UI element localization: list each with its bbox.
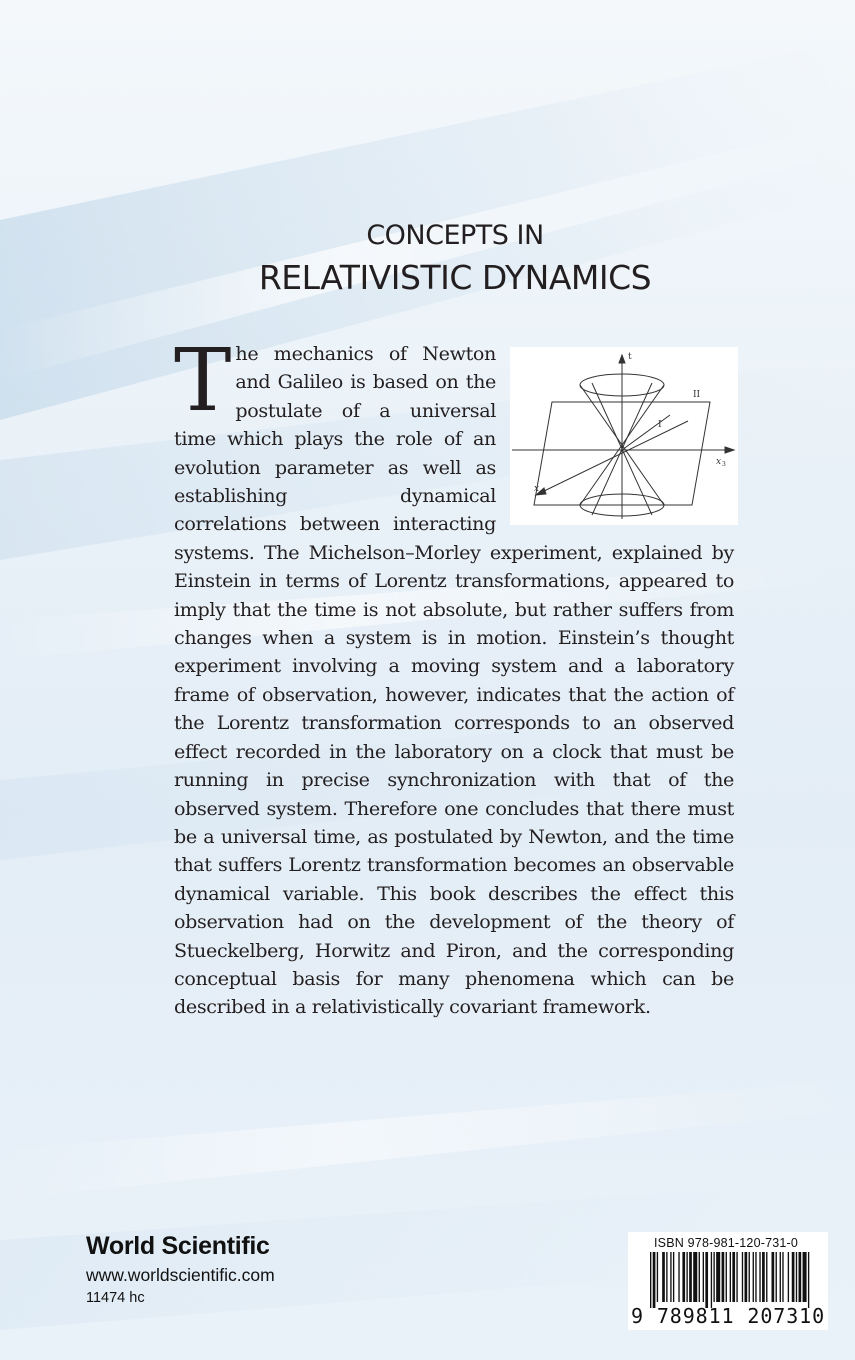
barcode-bar (711, 1252, 712, 1308)
barcode-bar (657, 1252, 658, 1302)
x-axis-label: x (534, 484, 540, 494)
title-line-1: CONCEPTS IN (366, 220, 544, 251)
barcode-bar (705, 1252, 708, 1308)
barcode-bar (703, 1252, 704, 1302)
barcode (628, 1232, 828, 1330)
barcode-bar (759, 1252, 760, 1302)
barcode-bar (730, 1252, 731, 1302)
barcode-bar (755, 1252, 756, 1302)
barcode-bar (766, 1252, 767, 1302)
barcode-bar (796, 1252, 797, 1302)
line-I-label: I (658, 420, 662, 430)
barcode-bar (662, 1252, 665, 1302)
barcode-bar (780, 1252, 781, 1302)
x3-axis-label: x (716, 457, 722, 467)
barcode-bar (670, 1252, 671, 1302)
barcode-bar (742, 1252, 743, 1302)
barcode-bar (762, 1252, 765, 1302)
description-body: he mechanics of Newton and Galileo is based on the postulate of a universal time which plays the role of an evolution parameter as well as establishing dynamical correlations between interacting systems. The Michelson–Morley experiment, explained by Einstein in terms of Lorentz transformations, appeared to imply that the time is not absolute, but rather suffers from changes when a system is in motion. Einstein’s thought experiment involving a moving system and a laboratory frame of observation, however, indicates that the action of the Lorentz transformation corresponds to an observed effect recorded in the laboratory on a clock that must be running in precise synchronization with that of the observed system. Therefore one concludes that there must be a universal time, as postulated by Newton, and the time that suffers Lorentz transformation becomes an observable dynamical variable. This book describes the effect this observation had on the development of the theory of Stueckelberg, Horwitz and Piron, and the corresponding conceptual basis for many phenomena which can be described in a relativistically covariant framework. (174, 342, 734, 1019)
barcode-bar (726, 1252, 727, 1302)
barcode-bar (749, 1252, 750, 1302)
barcode-bar (776, 1252, 777, 1302)
barcode-bar (799, 1252, 802, 1302)
drop-cap: T (174, 331, 232, 431)
plane-II-label: II (693, 390, 701, 400)
figure-space (510, 348, 738, 526)
barcode-bar (792, 1252, 795, 1302)
barcode-bar (689, 1252, 692, 1302)
barcode-bar (673, 1252, 674, 1302)
t-axis-label: t (628, 352, 632, 362)
description-text (174, 331, 734, 1022)
barcode-bar (666, 1252, 667, 1302)
barcode-bar (713, 1252, 714, 1302)
publisher-name: World Scientific (86, 1232, 270, 1260)
barcode-bar (722, 1252, 725, 1302)
barcode-bar (682, 1252, 685, 1302)
title-line-2: RELATIVISTIC DYNAMICS (258, 258, 652, 297)
barcode-bar (699, 1252, 700, 1302)
publisher-block (86, 1232, 275, 1306)
publisher-url: www.worldscientific.com (86, 1265, 275, 1285)
barcode-bar (753, 1252, 754, 1302)
barcode-bar (808, 1252, 809, 1308)
barcode-bar (803, 1252, 807, 1302)
x3-axis-subscript: 3 (722, 461, 726, 468)
barcode-bar (782, 1252, 783, 1302)
barcode-bar (788, 1252, 789, 1302)
barcode-bar (736, 1252, 737, 1302)
barcode-bar (650, 1252, 651, 1308)
isbn-label: ISBN 978-981-120-731-0 (654, 1236, 799, 1250)
barcode-bar (732, 1252, 735, 1302)
barcode-bar (678, 1252, 679, 1302)
barcode-bar (686, 1252, 687, 1302)
barcode-bar (772, 1252, 775, 1302)
barcode-bar (716, 1252, 720, 1302)
barcode-bar (653, 1252, 656, 1308)
barcode-bar (693, 1252, 697, 1302)
barcode-bar (745, 1252, 748, 1302)
catalog-code: 11474 hc (86, 1290, 145, 1306)
barcode-digits: 9 789811 207310 (630, 1304, 826, 1328)
